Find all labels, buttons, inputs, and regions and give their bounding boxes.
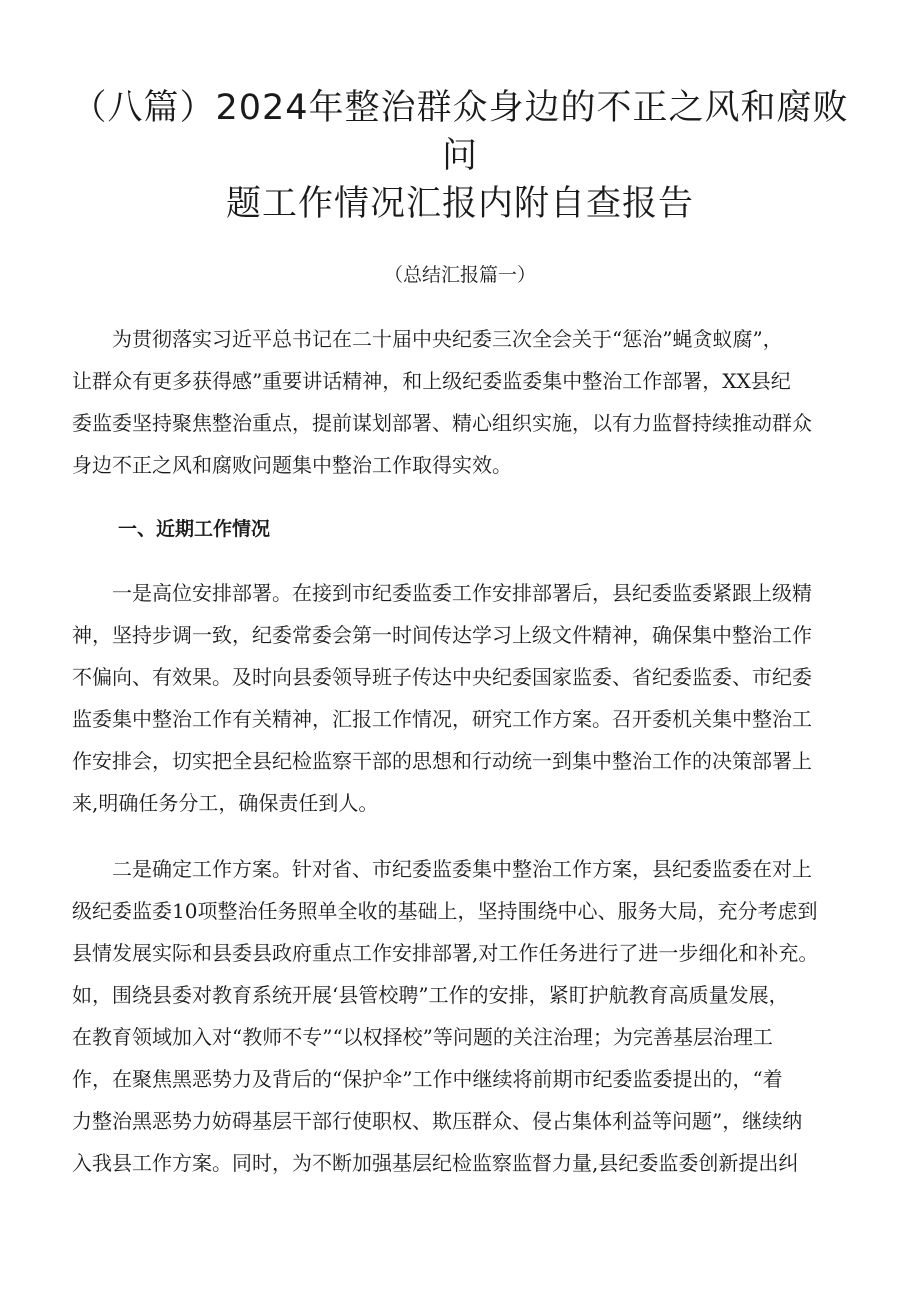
document-title [60, 84, 860, 228]
text-line: 不偏向、有效果。及时向县委领导班子传达中央纪委国家监委、省纪委监委、市纪委 [72, 665, 812, 689]
text-line: 作安排会，切实把全县纪检监察干部的思想和行动统一到集中整治工作的决策部署上 [72, 749, 812, 773]
text-line: 力整治黑恶势力妨碍基层干部行使职权、欺压群众、侵占集体利益等问题”，继续纳 [72, 1109, 803, 1133]
text-line: 级纪委监委10项整治任务照单全收的基础上，坚持围绕中心、服务大局，充分考虑到 [72, 899, 818, 923]
title-line: 题工作情况汇报内附自查报告 [225, 184, 694, 224]
text-line: 神，坚持步调一致，纪委常委会第一时间传达学习上级文件精神，确保集中整治工作 [72, 623, 812, 647]
document-subtitle: （总结汇报篇一） [383, 264, 536, 286]
text-line: 委监委坚持聚焦整治重点，提前谋划部署、精心组织实施，以有力监督持续推动群众 [72, 411, 812, 435]
intro-paragraph [72, 318, 868, 486]
text-line: 如，围绕县委对教育系统开展‘县管校聘”工作的安排，紧盯护航教育高质量发展， [72, 983, 789, 1007]
text-line: 来,明确任务分工，确保责任到人。 [72, 791, 379, 815]
section-heading: 一、近期工作情况 [118, 518, 271, 540]
text-line: 监委集中整治工作有关精神，汇报工作情况，研究工作方案。召开委机关集中整治工 [72, 707, 812, 731]
body-paragraph-2 [72, 848, 868, 1184]
text-line: 让群众有更多获得感”重要讲话精神，和上级纪委监委集中整治工作部署，XX县纪 [72, 369, 791, 393]
text-line: 入我县工作方案。同时，为不断加强基层纪检监察监督力量,县纪委监委创新提出纠 [72, 1151, 799, 1175]
text-line: 在教育领域加入对“教师不专”“以权择校”等问题的关注治理；为完善基层治理工 [72, 1025, 773, 1049]
text-line: 作，在聚焦黑恶势力及背后的“保护伞”工作中继续将前期市纪委监委提出的，“着 [72, 1067, 783, 1091]
text-line: 一是高位安排部署。在接到市纪委监委工作安排部署后，县纪委监委紧跟上级精 [72, 581, 812, 605]
text-line: 身边不正之风和腐败问题集中整治工作取得实效。 [72, 453, 512, 477]
body-paragraph-1 [72, 572, 868, 824]
text-line: 县情发展实际和县委县政府重点工作安排部署,对工作任务进行了进一步细化和补充。 [72, 941, 819, 965]
title-line: （八篇）2024年整治群众身边的不正之风和腐败问 [71, 88, 849, 176]
text-line: 二是确定工作方案。针对省、市纪委监委集中整治工作方案，县纪委监委在对上 [72, 857, 812, 881]
text-line: 为贯彻落实习近平总书记在二十届中央纪委三次全会关于“惩治”蝇贪蚁腐”， [72, 327, 783, 351]
